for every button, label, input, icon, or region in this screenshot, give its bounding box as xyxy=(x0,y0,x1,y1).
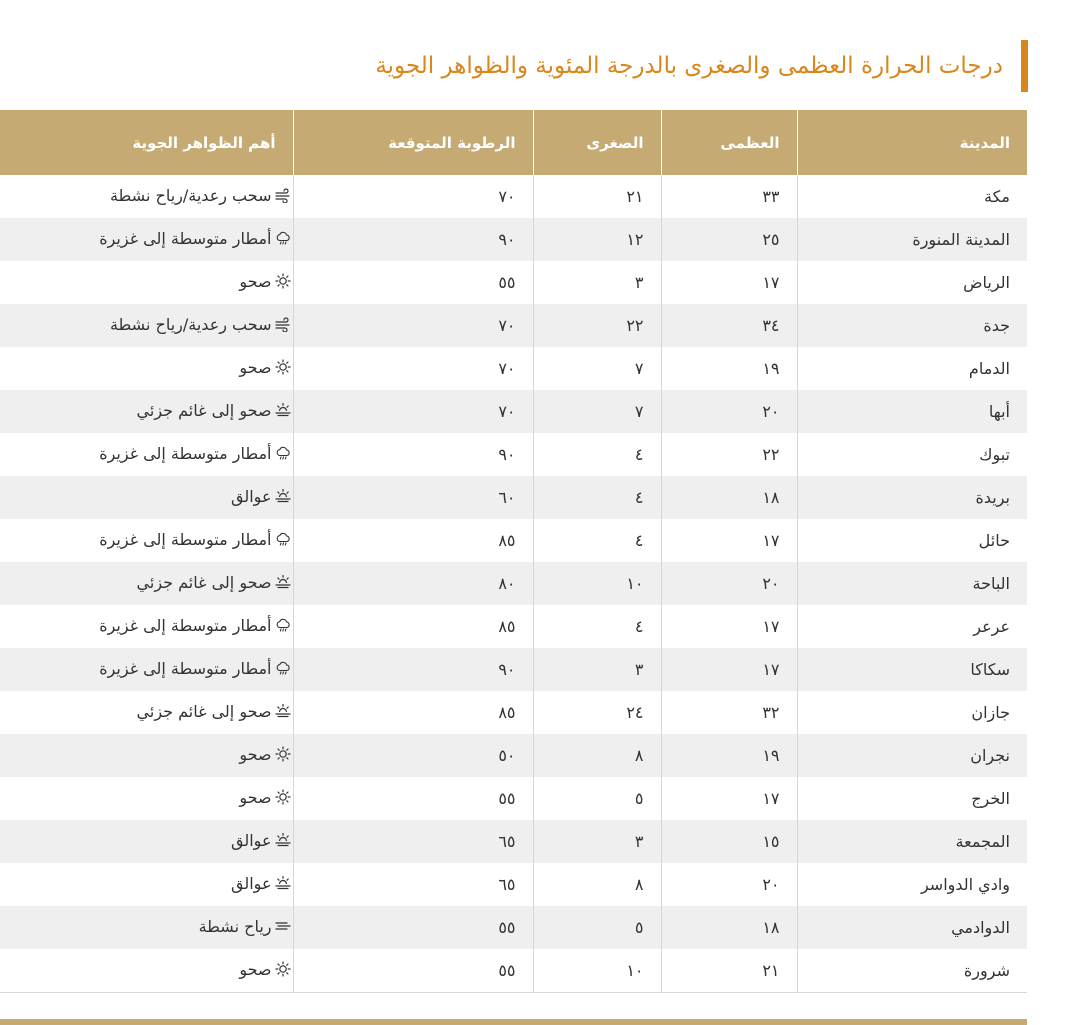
wind-icon xyxy=(275,187,291,203)
cell-humidity: ٦٠ xyxy=(293,476,533,519)
cell-city: مكة xyxy=(797,175,1027,218)
haze-icon xyxy=(275,402,291,418)
weather-text: سحب رعدية/رياح نشطة xyxy=(109,314,272,334)
cell-max: ٣٣ xyxy=(661,175,797,218)
cell-max: ٢٢ xyxy=(661,433,797,476)
weather-condition xyxy=(239,960,290,979)
cell-max: ١٩ xyxy=(661,347,797,390)
page-title: درجات الحرارة العظمى والصغرى بالدرجة المئوية والظواهر الجوية xyxy=(375,53,1003,79)
cell-humidity: ٥٥ xyxy=(293,949,533,993)
cell-max: ١٥ xyxy=(661,820,797,863)
header-weather: أهم الظواهر الجوية xyxy=(0,110,293,175)
weather-text: عوالق xyxy=(231,830,272,850)
cell-min: ٢٤ xyxy=(533,691,661,734)
cell-city: سكاكا xyxy=(797,648,1027,691)
weather-condition xyxy=(231,874,290,893)
cell-max: ١٧ xyxy=(661,648,797,691)
cell-min: ٥ xyxy=(533,777,661,820)
cell-max: ١٩ xyxy=(661,734,797,777)
table-row xyxy=(0,691,1027,734)
table-row xyxy=(0,175,1027,218)
weather-text: صحو إلى غائم جزئي xyxy=(136,572,272,592)
cell-city: نجران xyxy=(797,734,1027,777)
table-row xyxy=(0,218,1027,261)
cell-weather xyxy=(0,734,293,777)
sun-icon xyxy=(275,746,291,762)
weather-text: صحو xyxy=(239,787,272,807)
table-row xyxy=(0,562,1027,605)
weather-text: أمطار متوسطة إلى غزيرة xyxy=(99,615,272,635)
rain-cloud-icon xyxy=(275,617,291,633)
weather-condition xyxy=(99,530,290,549)
table-row xyxy=(0,390,1027,433)
weather-text: صحو xyxy=(239,959,272,979)
cell-weather xyxy=(0,906,293,949)
table-header xyxy=(0,110,1027,175)
cell-min: ٥ xyxy=(533,906,661,949)
cell-max: ٢٠ xyxy=(661,390,797,433)
cell-max: ١٨ xyxy=(661,476,797,519)
cell-humidity: ٨٠ xyxy=(293,562,533,605)
cell-weather xyxy=(0,820,293,863)
cell-max: ٣٢ xyxy=(661,691,797,734)
cell-city: شرورة xyxy=(797,949,1027,993)
cell-weather xyxy=(0,777,293,820)
cell-weather xyxy=(0,605,293,648)
table-row xyxy=(0,433,1027,476)
next-table-header-strip xyxy=(0,1019,1027,1025)
cell-humidity: ٦٥ xyxy=(293,820,533,863)
weather-text: صحو xyxy=(239,744,272,764)
weather-text: صحو إلى غائم جزئي xyxy=(136,400,272,420)
cell-city: حائل xyxy=(797,519,1027,562)
sun-icon xyxy=(275,273,291,289)
weather-condition xyxy=(137,573,291,592)
cell-max: ٢٠ xyxy=(661,863,797,906)
weather-text: عوالق xyxy=(231,486,272,506)
weather-condition xyxy=(99,444,290,463)
rain-cloud-icon xyxy=(275,445,291,461)
cell-weather xyxy=(0,863,293,906)
header-city: المدينة xyxy=(797,110,1027,175)
rain-cloud-icon xyxy=(275,660,291,676)
cell-min: ٤ xyxy=(533,476,661,519)
haze-icon xyxy=(275,488,291,504)
cell-weather xyxy=(0,390,293,433)
cell-max: ٢٠ xyxy=(661,562,797,605)
cell-city: أبها xyxy=(797,390,1027,433)
cell-weather xyxy=(0,648,293,691)
cell-min: ٢١ xyxy=(533,175,661,218)
cell-min: ٧ xyxy=(533,347,661,390)
cell-humidity: ٨٥ xyxy=(293,519,533,562)
weather-condition xyxy=(239,745,290,764)
cell-city: المجمعة xyxy=(797,820,1027,863)
weather-condition xyxy=(239,272,290,291)
cell-city: المدينة المنورة xyxy=(797,218,1027,261)
cell-max: ١٧ xyxy=(661,777,797,820)
table-body xyxy=(0,175,1027,993)
weather-text: صحو إلى غائم جزئي xyxy=(136,701,272,721)
cell-city: جدة xyxy=(797,304,1027,347)
cell-min: ٤ xyxy=(533,433,661,476)
weather-text: أمطار متوسطة إلى غزيرة xyxy=(99,658,272,678)
cell-max: ٢١ xyxy=(661,949,797,993)
cell-weather xyxy=(0,433,293,476)
cell-humidity: ٩٠ xyxy=(293,648,533,691)
haze-icon xyxy=(275,832,291,848)
haze-icon xyxy=(275,574,291,590)
weather-text: صحو xyxy=(239,271,272,291)
section-header xyxy=(375,40,1028,92)
haze-icon xyxy=(275,703,291,719)
cell-city: عرعر xyxy=(797,605,1027,648)
weather-text: سحب رعدية/رياح نشطة xyxy=(109,185,272,205)
cell-weather xyxy=(0,949,293,993)
cell-min: ٣ xyxy=(533,820,661,863)
cell-weather xyxy=(0,476,293,519)
table-row xyxy=(0,476,1027,519)
table-row xyxy=(0,734,1027,777)
cell-humidity: ٥٥ xyxy=(293,777,533,820)
table-row xyxy=(0,261,1027,304)
cell-city: تبوك xyxy=(797,433,1027,476)
header-humidity: الرطوبة المتوقعة xyxy=(293,110,533,175)
weather-condition xyxy=(239,358,290,377)
cell-weather xyxy=(0,562,293,605)
cell-min: ٤ xyxy=(533,519,661,562)
rain-cloud-icon xyxy=(275,230,291,246)
cell-min: ٧ xyxy=(533,390,661,433)
cell-max: ٢٥ xyxy=(661,218,797,261)
cell-max: ١٨ xyxy=(661,906,797,949)
cell-max: ١٧ xyxy=(661,519,797,562)
weather-condition xyxy=(231,487,290,506)
cell-city: بريدة xyxy=(797,476,1027,519)
weather-text: أمطار متوسطة إلى غزيرة xyxy=(99,443,272,463)
weather-condition xyxy=(199,917,291,936)
cell-city: الخرج xyxy=(797,777,1027,820)
cell-min: ١٢ xyxy=(533,218,661,261)
weather-condition xyxy=(110,186,291,205)
header-min: الصغرى xyxy=(533,110,661,175)
rain-cloud-icon xyxy=(275,531,291,547)
cell-humidity: ٨٥ xyxy=(293,605,533,648)
cell-city: الدوادمي xyxy=(797,906,1027,949)
cell-humidity: ٧٠ xyxy=(293,347,533,390)
sun-icon xyxy=(275,359,291,375)
cell-min: ٢٢ xyxy=(533,304,661,347)
cell-max: ٣٤ xyxy=(661,304,797,347)
cell-max: ١٧ xyxy=(661,605,797,648)
cell-humidity: ٩٠ xyxy=(293,218,533,261)
sun-icon xyxy=(275,961,291,977)
cell-weather xyxy=(0,175,293,218)
cell-humidity: ٦٥ xyxy=(293,863,533,906)
weather-condition xyxy=(99,616,290,635)
cell-weather xyxy=(0,218,293,261)
table-row xyxy=(0,863,1027,906)
cell-weather xyxy=(0,304,293,347)
table-row xyxy=(0,648,1027,691)
table-row xyxy=(0,519,1027,562)
haze-icon xyxy=(275,875,291,891)
cell-humidity: ٨٥ xyxy=(293,691,533,734)
cell-humidity: ٥٥ xyxy=(293,906,533,949)
cell-min: ٤ xyxy=(533,605,661,648)
cell-city: الدمام xyxy=(797,347,1027,390)
weather-condition xyxy=(99,659,290,678)
cell-min: ١٠ xyxy=(533,562,661,605)
cell-humidity: ٥٠ xyxy=(293,734,533,777)
table-row xyxy=(0,304,1027,347)
weather-condition xyxy=(137,702,291,721)
weather-table xyxy=(0,110,1027,993)
cell-humidity: ٩٠ xyxy=(293,433,533,476)
cell-min: ٨ xyxy=(533,734,661,777)
table-row xyxy=(0,605,1027,648)
wind-lines-icon xyxy=(275,918,291,934)
sun-icon xyxy=(275,789,291,805)
table-row xyxy=(0,820,1027,863)
header-max: العظمى xyxy=(661,110,797,175)
cell-min: ١٠ xyxy=(533,949,661,993)
cell-city: وادي الدواسر xyxy=(797,863,1027,906)
table-row xyxy=(0,777,1027,820)
cell-weather xyxy=(0,261,293,304)
cell-city: جازان xyxy=(797,691,1027,734)
table-row xyxy=(0,949,1027,993)
cell-humidity: ٧٠ xyxy=(293,304,533,347)
title-accent-bar xyxy=(1021,40,1028,92)
weather-text: أمطار متوسطة إلى غزيرة xyxy=(99,529,272,549)
cell-city: الرياض xyxy=(797,261,1027,304)
cell-min: ٣ xyxy=(533,261,661,304)
cell-humidity: ٧٠ xyxy=(293,390,533,433)
weather-text: رياح نشطة xyxy=(198,916,272,936)
weather-condition xyxy=(137,401,291,420)
cell-min: ٣ xyxy=(533,648,661,691)
cell-humidity: ٧٠ xyxy=(293,175,533,218)
weather-text: أمطار متوسطة إلى غزيرة xyxy=(99,228,272,248)
weather-condition xyxy=(239,788,290,807)
cell-min: ٨ xyxy=(533,863,661,906)
weather-text: عوالق xyxy=(231,873,272,893)
table-row xyxy=(0,906,1027,949)
weather-text: صحو xyxy=(239,357,272,377)
cell-city: الباحة xyxy=(797,562,1027,605)
weather-condition xyxy=(231,831,290,850)
weather-condition xyxy=(99,229,290,248)
cell-humidity: ٥٥ xyxy=(293,261,533,304)
cell-max: ١٧ xyxy=(661,261,797,304)
cell-weather xyxy=(0,691,293,734)
cell-weather xyxy=(0,519,293,562)
table-row xyxy=(0,347,1027,390)
cell-weather xyxy=(0,347,293,390)
weather-condition xyxy=(110,315,291,334)
wind-icon xyxy=(275,316,291,332)
